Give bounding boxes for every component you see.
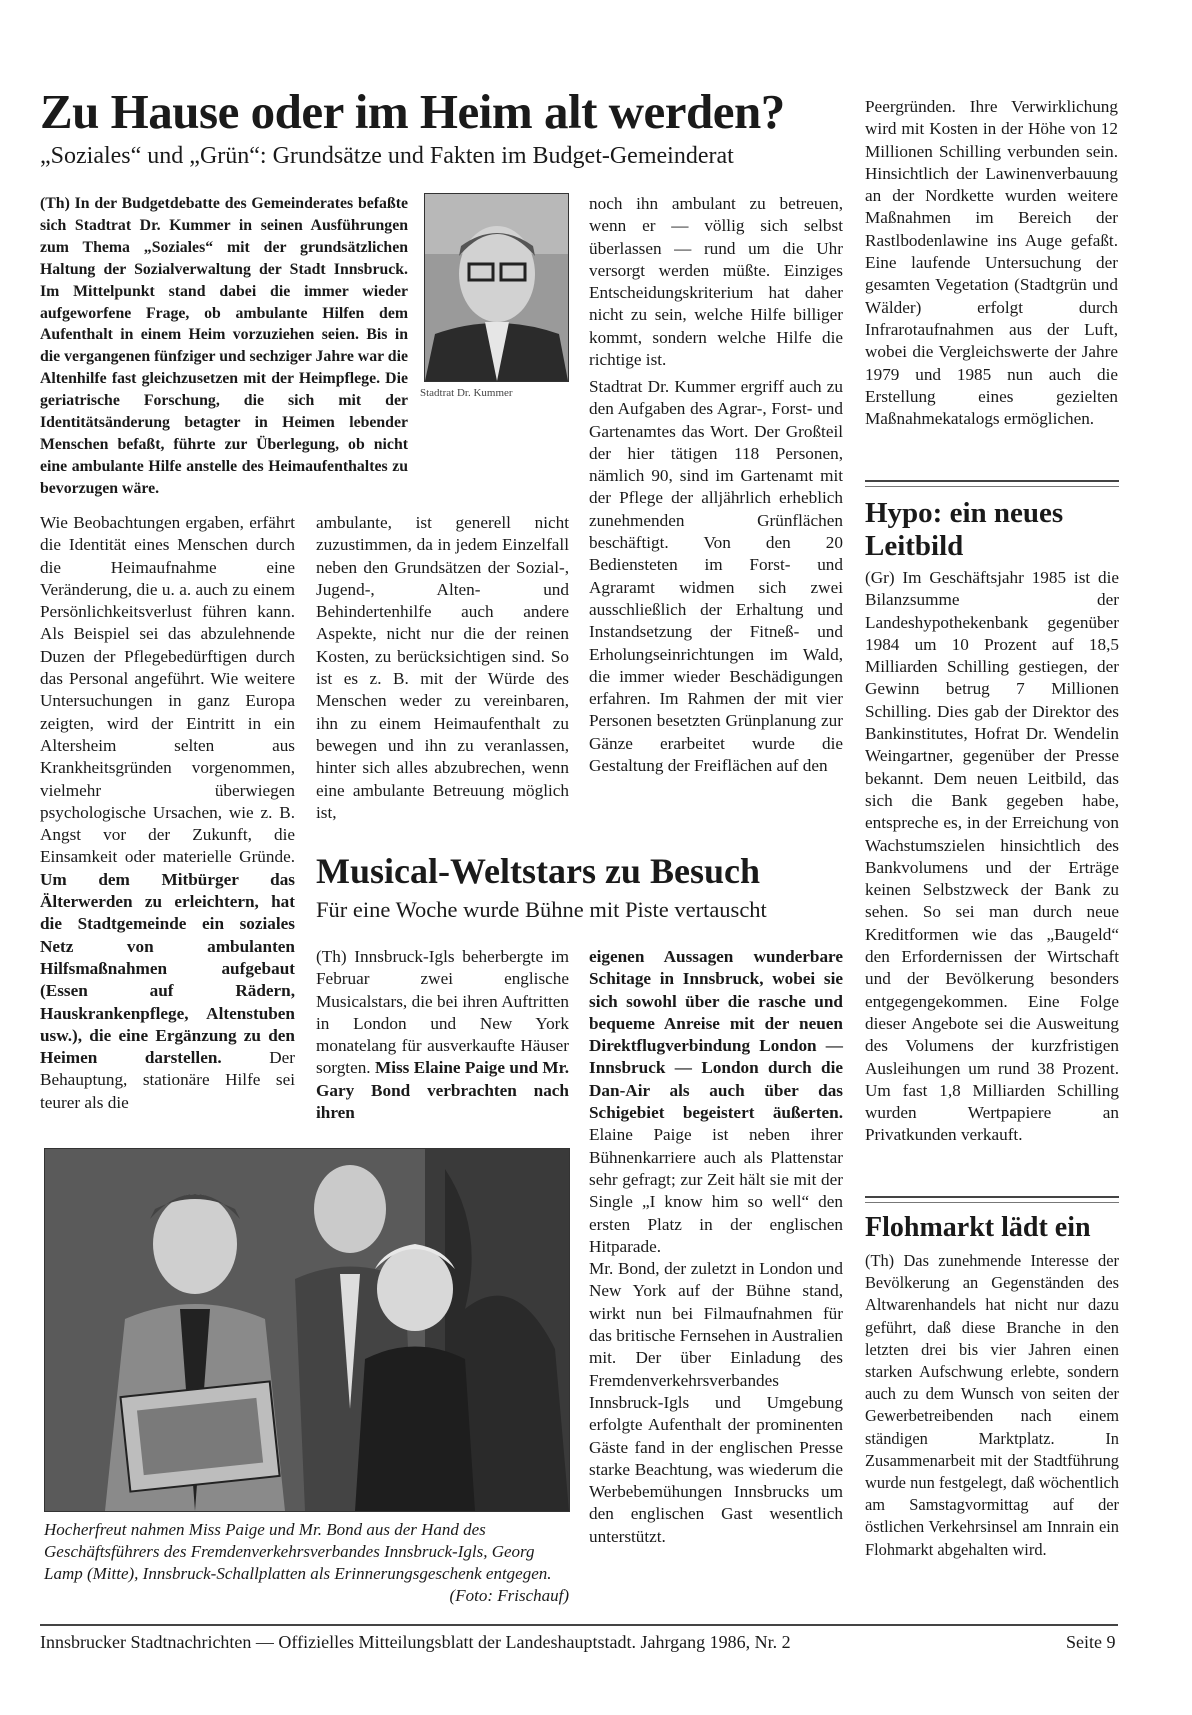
footer-rule	[40, 1624, 1118, 1626]
article1-column1-body	[40, 512, 295, 1114]
divider-rule-flohmarkt-top	[865, 1196, 1119, 1198]
article1-column3-body-a: noch ihn ambulant zu betreuen, wenn er — völlig sich selbst überlassen — rund um die Uhr versorgt werden müßte. Einziges Entscheidungskriterium hat daher nicht zu sein, welche Hilfe billiger kommt, sondern welche Hilfe die richtige ist.	[589, 194, 843, 370]
article1-col1-tail: Der Behauptung, stationäre Hilfe sei teurer als die	[40, 1048, 295, 1112]
article1-column4-body: Peergründen. Ihre Verwirklichung wird mit Kosten in der Höhe von 12 Millionen Schilling verbunden sein. Hinsichtlich der Lawinenverbauung an der Nordkette wurden weitere Maßnahmen im Bereich der Rastlbodenlawine ins Auge gefaßt. Eine laufende Untersuchung der gesamten Vegetation (Stadtgrün und Wälder) erfolgt durch Infrarotaufnahmen aus der Luft, wobei die Vergleichswerte der Jahre 1979 und 1985 nun auch die Erstellung eines gezielten Maßnahmekatalogs ermöglichen.	[865, 97, 1118, 429]
article1-column2-body: ambulante, ist generell nicht zuzustimmen, da in jedem Einzelfall neben den Grundsätzen der Sozial-, Jugend-, Alten- und Behindertenhilfe auch andere Aspekte, nicht nur die der reinen Kosten, zu berücksichtigen sind. So ist es z. B. mit der Würde des Menschen weder zu vereinbaren, ihn zu einem Heimaufenthalt zu bewegen und ihn zu veranlassen, hinter sich alles abzubrechen, wenn eine ambulante Betreuung möglich ist,	[316, 513, 569, 822]
group-photo-caption-text: Hocherfreut nahmen Miss Paige und Mr. Bond aus der Hand des Geschäftsführers des Fremdenverkehrsverbandes Innsbruck-Igls, Georg Lamp (Mitte), Innsbruck-Schallplatten als Erinnerungsgeschenk entgegen.	[44, 1520, 552, 1583]
article3-body: (Gr) Im Geschäftsjahr 1985 ist die Bilanzsumme der Landeshypothekenbank gegenüber 1984 um 10 Prozent auf 18,5 Milliarden Schilling gestiegen, der Gewinn betrug 7 Millionen Schilling. Dies gab der Direktor des Bankinstitutes, Hofrat Dr. Wendelin Weingartner, gegenüber der Presse bekannt. Dem neuen Leitbild, das sich die Bank gegeben habe, entspreche es, in der Erreichung von Wachstumszielen hinsichtlich des Bankvolumens und der Erträge keinen Selbstzweck der Bank zu sehen. So sei man durch neue Kreditformen wie das „Baugeld“ den Erfordernissen der Wirtschaft und der Bevölkerung besonders entgegengekommen. Eine Folge dieser Angebote sei die Ausweitung des Volumens der kurzfristigen Ausleihungen um rund 38 Prozent. Um fast 1,8 Milliarden Schilling wurden Wertpapiere an Privatkunden verkauft.	[865, 568, 1119, 1145]
article1-col1-bold: Um dem Mitbürger das Älterwerden zu erleichtern, hat die Stadtgemeinde ein soziales Netz von ambulanten Hilfsmaßnahmen aufgebaut (Essen auf Rädern, Hauskrankenpflege, Altenstuben usw.), die eine Ergänzung zu den Heimen darstellen.	[40, 869, 295, 1068]
article2-col2-text: (Th) Innsbruck-Igls beherbergte im Februar zwei englische Musicalstars, die bei ihren Auftritten in London und New York monatelang für ausverkaufte Häuser sorgten.	[316, 947, 569, 1078]
article2-col3b-text: Mr. Bond, der zuletzt in London und New York auf der Bühne stand, wirkt nun bei Filmaufnahmen für das britische Fernsehen in Australien mit. Der über Einladung des Fremdenverkehrsverbandes Innsbruck-Igls und Umgebung erfolgte Aufenthalt der prominenten Gäste fand in der englischen Presse starke Beachtung, was wiederum die Werbebemühungen Innsbrucks um den englischen Gast wesentlich unterstützt.	[589, 1259, 843, 1546]
article-headline-hypo: Hypo: ein neues Leitbild	[865, 497, 1064, 562]
group-photo-figures	[45, 1149, 569, 1511]
portrait-figure	[425, 194, 568, 381]
article-lead-wrapped: (Th) In der Budgetdebatte des Gemeinderates befaßte sich Stadtrat Dr. Kummer in seinen Ausführungen zum Thema „Soziales“ mit der grundsätzlichen Haltung der Sozialverwaltung der Stadt Innsbruck. Im Mittelpunkt stand dabei die immer wieder aufgeworfene Frage, ob ambulante Hilfen dem Aufenthalt in einem Heim vorzuziehen seien. Bis in die vergangenen fünfziger und sechziger Jahre war die Altenhilfe fast gleichzusetzen mit der Heimpflege. Die geriatrische Forschung, die sich mit der Identitätsänderung betagter in Heimen lebender Menschen befaßt, führte zur Überlegung, ob nicht eine ambulante Hilfe anstelle des Heimaufenthaltes zu bevorzugen wäre.	[40, 195, 408, 497]
divider-rule-hypo-top	[865, 480, 1119, 482]
article-subheadline-stage-slope: Für eine Woche wurde Bühne mit Piste vertauscht	[316, 897, 767, 922]
portrait-caption: Stadtrat Dr. Kummer	[420, 387, 513, 399]
group-photo-caption	[44, 1519, 569, 1607]
footer-page-number: Seite 9	[1066, 1632, 1116, 1652]
group-photo-credit: (Foto: Frischauf)	[449, 1586, 569, 1605]
article-headline-home-or-care: Zu Hause oder im Heim alt werden?	[40, 84, 785, 139]
footer-publication-line: Innsbrucker Stadtnachrichten — Offizielles Mitteilungsblatt der Landeshauptstadt. Jahrgang 1986, Nr. 2	[40, 1632, 791, 1652]
article2-column2-body	[316, 946, 569, 1124]
divider-rule-hypo-top-thin	[865, 486, 1119, 487]
divider-rule-flohmarkt-top-thin	[865, 1202, 1119, 1203]
article-headline-flohmarkt: Flohmarkt lädt ein	[865, 1212, 1091, 1243]
article-subheadline-social-green: „Soziales“ und „Grün“: Grundsätze und Fakten im Budget-Gemeinderat	[40, 143, 734, 169]
article1-col1-text: Wie Beobachtungen ergaben, erfährt die Identität eines Menschen durch die Heimaufnahme eine Veränderung, die u. a. auch zu einem Persönlichkeitsverlust führen kann. Als Beispiel sei das abzulehnende Duzen der Pflegebedürftigen durch das Personal angeführt. Wie weitere Untersuchungen in ganz Europa zeigten, wird der Eintritt in ein Altersheim selten aus Krankheitsgründen vorgenommen, vielmehr überwiegen psychologische Ursachen, wie z. B. Angst vor der Zukunft, die Einsamkeit oder materielle Gründe.	[40, 513, 295, 867]
article2-col2-bold: Miss Elaine Paige und Mr. Gary Bond verbrachten nach ihren	[316, 1058, 570, 1123]
article4-body: (Th) Das zunehmende Interesse der Bevölkerung an Gegenständen des Altwarenhandels hat nicht nur dazu geführt, daß diese Branche in den letzten drei bis vier Jahren einen starken Aufschwung erlebte, sondern auch zu dem Wunsch von seiten der Gewerbetreibenden nach einem ständigen Marktplatz. In Zusammenarbeit mit der Stadtführung wurde nun festgelegt, daß wöchentlich am Samstagvormittag auf der östlichen Verkehrsinsel am Innrain ein Flohmarkt abgehalten wird.	[865, 1251, 1119, 1559]
article2-col3-text: Elaine Paige ist neben ihrer Bühnenkarriere auch als Plattenstar sehr gefragt; zur Zeit hält sie mit der Single „I know him so well“ den ersten Platz in der englischen Hitparade.	[589, 1125, 843, 1256]
article-headline-musical-stars: Musical-Weltstars zu Besuch	[316, 851, 760, 891]
group-photo-musical-stars	[44, 1148, 570, 1512]
article2-column3-body	[589, 946, 843, 1548]
article2-col3-bold: eigenen Aussagen wunderbare Schitage in Innsbruck, wobei sie sich sowohl über die rasche und bequeme Anreise mit der neuen Direktflugverbindung London — Innsbruck — London durch die Dan-Air als auch über das Schigebiet begeistert äußerten.	[589, 947, 843, 1123]
portrait-photo-dr-kummer	[424, 193, 569, 382]
article1-column3-body-b: Stadtrat Dr. Kummer ergriff auch zu den Aufgaben des Agrar-, Forst- und Gartenamtes das Wort. Der Großteil der hier tätigen 118 Personen, nämlich 90, sind im Gartenamt mit der Pflege der alljährlich erheblich zunehmenden Grünflächen beschäftigt. Von den 20 Bediensteten im Forst- und Agraramt widmen sich zwei ausschließlich der Erhaltung und Instandsetzung der Fitneß- und Erholungseinrichtungen im Wald, die immer wieder Beschädigungen erfahren. Im Rahmen der mit vier Personen besetzten Grünplanung zur Gänze erarbeitet wurde die Gestaltung der Freiflächen auf den	[589, 377, 843, 776]
